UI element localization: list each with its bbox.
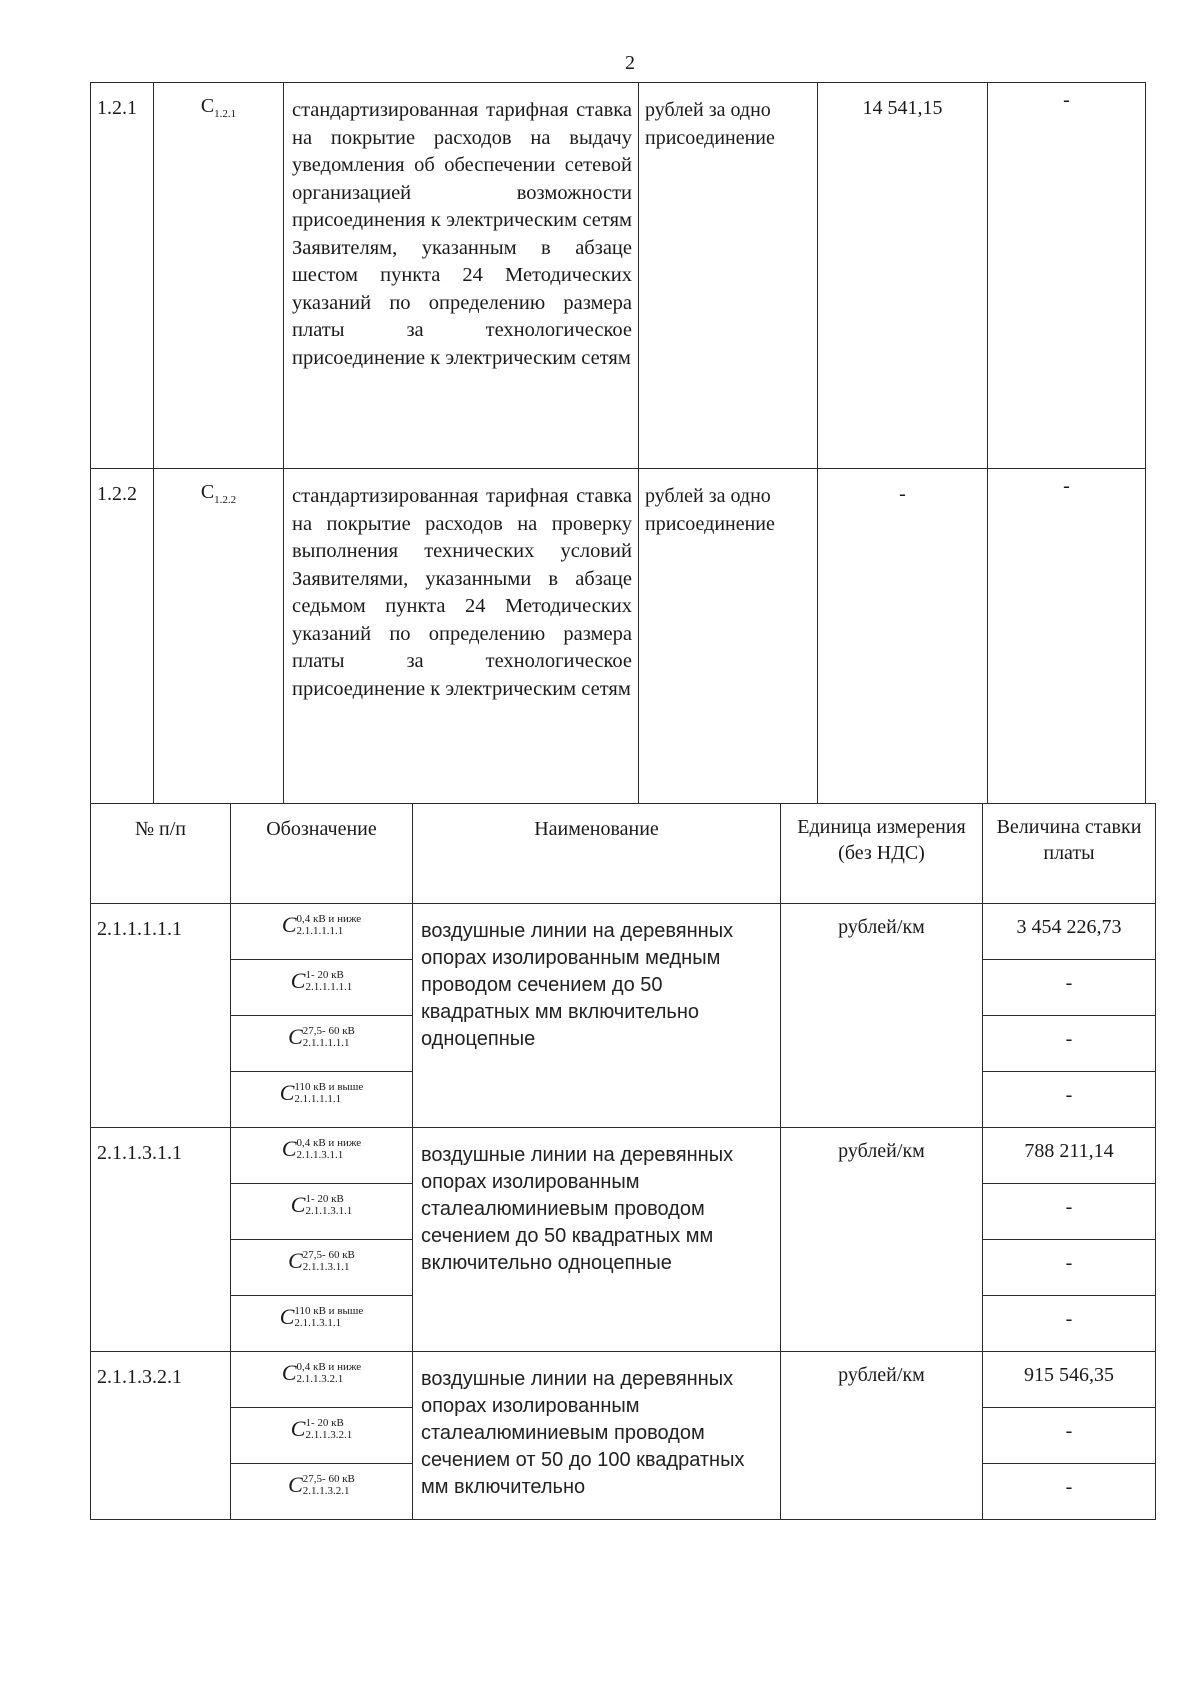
- standard-rates-table: [90, 82, 1146, 804]
- rate-symbol: C 27,5- 60 кВ 2.1.1.3.1.1: [231, 1240, 413, 1296]
- rate-description: стандартизированная тарифная ставка на покрытие расходов на проверку выполнения технических условий Заявителями, указанными в абзаце седьмом пункта 24 Методических указаний по определению размера платы за технологическое присоединение к электрическим сетям: [284, 469, 639, 804]
- rate-value: -: [983, 1464, 1156, 1520]
- table-row: [91, 1352, 1156, 1408]
- group-number: 2.1.1.1.1.1: [91, 904, 231, 1128]
- group-name: воздушные линии на деревянных опорах изолированным медным проводом сечением до 50 квадратных мм включительно одноцепные: [413, 904, 781, 1128]
- group-name: воздушные линии на деревянных опорах изолированным сталеалюминиевым проводом сечением от 50 до 100 квадратных мм включительно: [413, 1352, 781, 1520]
- rate-code: $C_{1.2.1}$: [154, 83, 284, 469]
- header-unit: Единица измерения (без НДС): [781, 804, 983, 904]
- rate-value: 14 541,15: [818, 83, 988, 469]
- rate-value: 788 211,14: [983, 1128, 1156, 1184]
- header-num: № п/п: [91, 804, 231, 904]
- rate-symbol: C 1- 20 кВ 2.1.1.3.2.1: [231, 1408, 413, 1464]
- rate-extra: -: [988, 83, 1146, 469]
- rate-value: -: [983, 960, 1156, 1016]
- header-name: Наименование: [413, 804, 781, 904]
- group-number: 2.1.1.3.1.1: [91, 1128, 231, 1352]
- rate-value: 3 454 226,73: [983, 904, 1156, 960]
- group-name: воздушные линии на деревянных опорах изолированным сталеалюминиевым проводом сечением до 50 квадратных мм включительно одноцепные: [413, 1128, 781, 1352]
- table-row: [91, 904, 1156, 960]
- table-row: [91, 83, 1146, 469]
- rate-symbol: C 0,4 кВ и ниже 2.1.1.3.2.1: [231, 1352, 413, 1408]
- rate-description: стандартизированная тарифная ставка на покрытие расходов на выдачу уведомления об обеспечении сетевой организацией возможности присоединения к электрическим сетям Заявителям, указанным в абзаце шестом пункта 24 Методических указаний по определению размера платы за технологическое присоединение к электрическим сетям: [284, 83, 639, 469]
- rate-value: -: [983, 1296, 1156, 1352]
- group-unit: рублей/км: [781, 1128, 983, 1352]
- rate-value: -: [983, 1240, 1156, 1296]
- group-number: 2.1.1.3.2.1: [91, 1352, 231, 1520]
- row-number: 1.2.1: [91, 83, 154, 469]
- rate-symbol: C 1- 20 кВ 2.1.1.3.1.1: [231, 1184, 413, 1240]
- rate-code: $C_{1.2.2}$: [154, 469, 284, 804]
- rate-extra: -: [988, 469, 1146, 804]
- group-unit: рублей/км: [781, 1352, 983, 1520]
- group-unit: рублей/км: [781, 904, 983, 1128]
- page-number: 2: [625, 52, 635, 74]
- header-value: Величина ставки платы: [983, 804, 1156, 904]
- rate-value: -: [983, 1408, 1156, 1464]
- rate-value: -: [818, 469, 988, 804]
- table-header-row: [91, 804, 1156, 904]
- rate-symbol: C 27,5- 60 кВ 2.1.1.1.1.1: [231, 1016, 413, 1072]
- rate-value: -: [983, 1184, 1156, 1240]
- rate-symbol: C 110 кВ и выше 2.1.1.1.1.1: [231, 1072, 413, 1128]
- rate-symbol: C 110 кВ и выше 2.1.1.3.1.1: [231, 1296, 413, 1352]
- rate-symbol: C 27,5- 60 кВ 2.1.1.3.2.1: [231, 1464, 413, 1520]
- table-row: [91, 1128, 1156, 1184]
- rate-symbol: C 0,4 кВ и ниже 2.1.1.3.1.1: [231, 1128, 413, 1184]
- line-rates-table: [90, 803, 1156, 1520]
- row-number: 1.2.2: [91, 469, 154, 804]
- rate-unit: рублей за одно присоединение: [639, 83, 818, 469]
- table-row: [91, 469, 1146, 804]
- rate-symbol: C 1- 20 кВ 2.1.1.1.1.1: [231, 960, 413, 1016]
- rate-symbol: C 0,4 кВ и ниже 2.1.1.1.1.1: [231, 904, 413, 960]
- rate-value: -: [983, 1072, 1156, 1128]
- rate-unit: рублей за одно присоединение: [639, 469, 818, 804]
- header-designation: Обозначение: [231, 804, 413, 904]
- rate-value: -: [983, 1016, 1156, 1072]
- rate-value: 915 546,35: [983, 1352, 1156, 1408]
